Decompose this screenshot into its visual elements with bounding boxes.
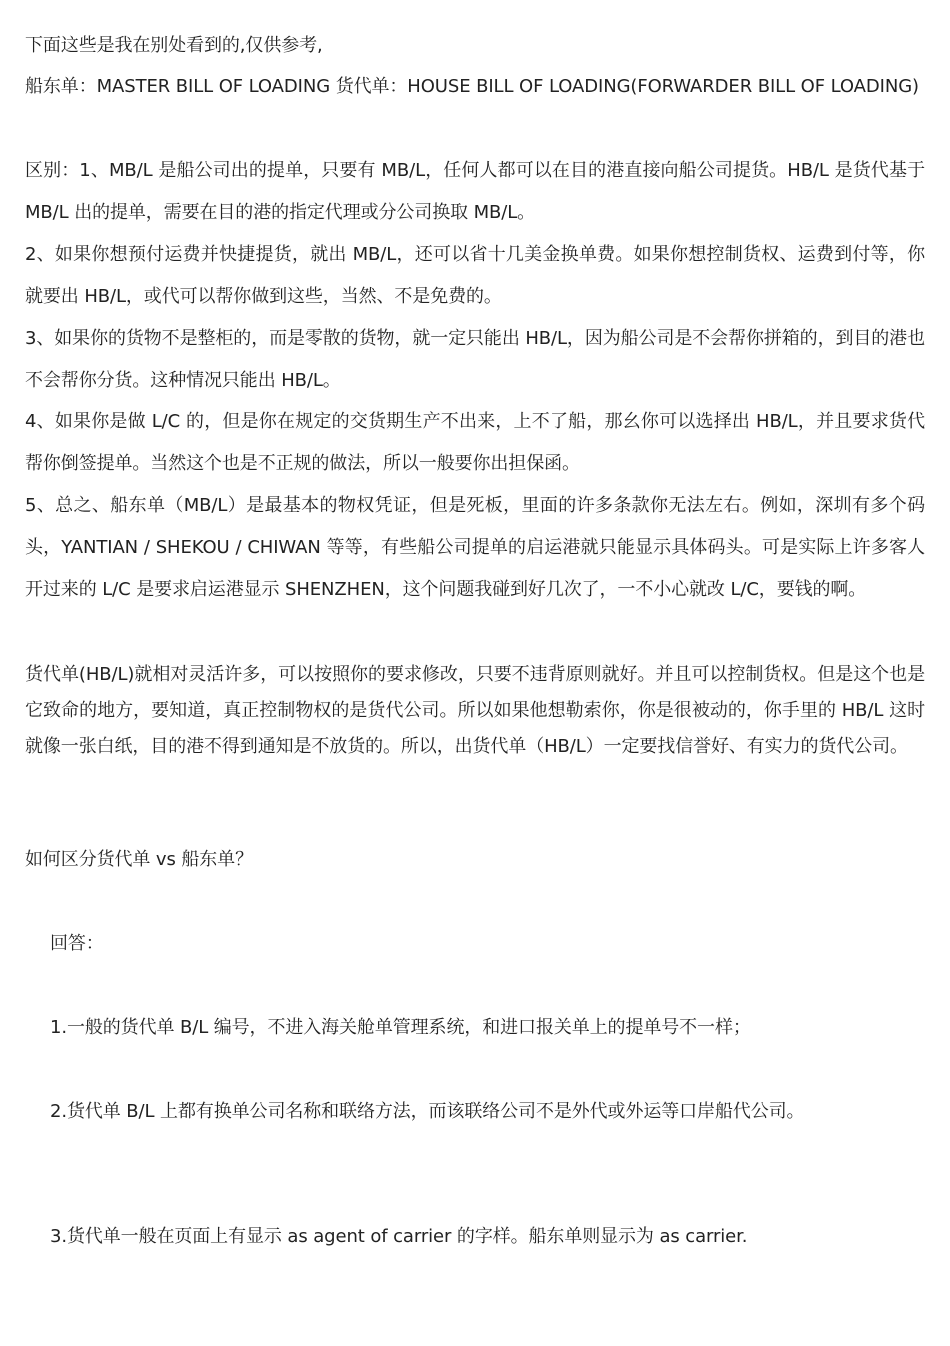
point-4-text: 4、如果你是做 L/C 的，但是你在规定的交货期生产不出来，上不了船，那幺你可以选择出 HB/L，并且要求货代帮你倒签提单。当然这个也是不正规的做法，所以一般要你出担保函。 [25,411,925,474]
point-5-text: 5、总之、船东单（MB/L）是最基本的物权凭证，但是死板，里面的许多条款你无法左右。例如，深圳有多个码头，YANTIAN / SHEKOU / CHIWAN 等等，有些船公司提单的启运港就只能显示具体码头。可是实际上许多客人开过来的 L/C 是要求启运港显示 SHENZHEN，这个问题我碰到好几次了，一不小心就改 L/C，要钱的啊。 [25,495,925,600]
answer-3-text: 3.货代单一般在页面上有显示 as agent of carrier 的字样。船东单则显示为 as carrier. [50,1226,748,1247]
answer-label: 回答： [50,933,104,954]
answer-1-text: 1.一般的货代单 B/L 编号，不进入海关舱单管理系统，和进口报关单上的提单号不一样； [50,1017,751,1038]
point-3-text: 3、如果你的货物不是整柜的，而是零散的货物，就一定只能出 HB/L，因为船公司是不会帮你拼箱的，到目的港也不会帮你分货。这种情况只能出 HB/L。 [25,328,925,391]
definition-text: 船东单：MASTER BILL OF LOADING 货代单：HOUSE BILL OF LOADING(FORWARDER BILL OF LOADING) [25,76,919,97]
intro-text: 下面这些是我在别处看到的,仅供参考, [25,35,323,56]
answer-2-text: 2.货代单 B/L 上都有换单公司名称和联络方法，而该联络公司不是外代或外运等口岸船代公司。 [50,1101,805,1122]
point-2-text: 2、如果你想预付运费并快捷提货，就出 MB/L，还可以省十几美金换单费。如果你想控制货权、运费到付等，你就要出 HB/L，或代可以帮你做到这些，当然、不是免费的。 [25,244,925,307]
hbl-note-text: 货代单(HB/L)就相对灵活许多，可以按照你的要求修改，只要不违背原则就好。并且可以控制货权。但是这个也是它致命的地方，要知道，真正控制物权的是货代公司。所以如果他想勒索你，你是很被动的，你手里的 HB/L 这时就像一张白纸，目的港不得到通知是不放货的。所以，出货代单（HB/L）一定要找信誉好、有实力的货代公司。 [25,664,925,757]
point-1-text: 区别：1、MB/L 是船公司出的提单，只要有 MB/L，任何人都可以在目的港直接向船公司提货。HB/L 是货代基于 MB/L 出的提单，需要在目的港的指定代理或分公司换取 MB/L。 [25,160,925,223]
question-heading: 如何区分货代单 vs 船东单？ [25,849,253,870]
